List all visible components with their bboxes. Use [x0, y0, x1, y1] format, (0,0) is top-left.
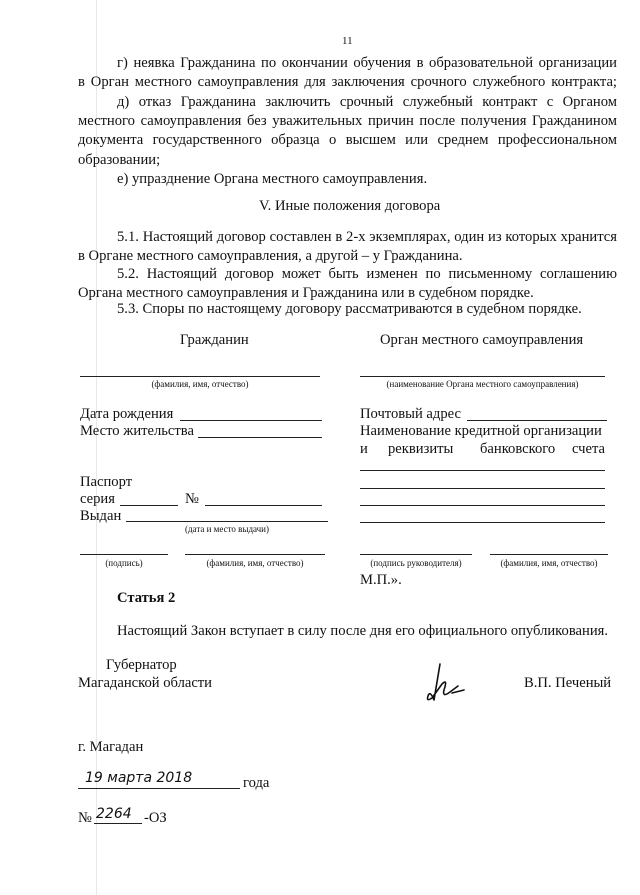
- issued-line: [126, 521, 328, 522]
- citizen-sign-name-line: [185, 554, 325, 555]
- number-line: [94, 823, 142, 824]
- address-line: [467, 420, 607, 421]
- number-suffix: -ОЗ: [144, 810, 167, 826]
- bank-line: [360, 505, 605, 506]
- section-item: в Органе местного самоуправления, а другой – у Гражданина.: [78, 248, 463, 264]
- residence-line: [198, 437, 322, 438]
- address-label: Почтовый адрес: [360, 406, 461, 422]
- clause-line: документа государственного образца о высшем или среднем профессиональном: [78, 132, 617, 148]
- residence-label: Место жительства: [80, 423, 194, 439]
- bank-label-word: и: [360, 441, 368, 457]
- clause-line: местного самоуправления без уважительных причин после получения Гражданином: [78, 113, 617, 129]
- authority-name-caption: (наименование Органа местного самоуправления): [386, 379, 579, 389]
- bank-label-word: реквизиты: [388, 441, 454, 457]
- number-label: №: [185, 491, 199, 507]
- section-title: V. Иные положения договора: [259, 198, 441, 214]
- number-handwritten: 2264: [96, 806, 132, 822]
- authority-sign-caption: (подпись руководителя): [370, 558, 462, 568]
- authority-sign-line: [360, 554, 472, 555]
- bank-label-word: счета: [572, 441, 606, 457]
- series-label: серия: [80, 491, 115, 507]
- birth-date-line: [180, 420, 322, 421]
- bank-label: Наименование кредитной организации: [360, 423, 602, 439]
- authority-sign-name-line: [490, 554, 608, 555]
- citizen-name-line: [80, 376, 320, 377]
- section-item: 5.1. Настоящий договор составлен в 2-х экземплярах, один из которых хранится: [117, 229, 617, 245]
- date-handwritten: 19 марта 2018: [85, 770, 193, 786]
- passport-label: Паспорт: [80, 474, 133, 490]
- clause-line: е) упразднение Органа местного самоуправления.: [117, 171, 428, 187]
- citizen-sign-line: [80, 554, 168, 555]
- clause-line: д) отказ Гражданина заключить срочный служебный контракт с Органом: [117, 94, 617, 110]
- governor-name: В.П. Печеный: [524, 675, 612, 691]
- bank-label-word: банковского: [480, 441, 556, 457]
- authority-header: Орган местного самоуправления: [380, 332, 584, 348]
- governor-title: Губернатор: [106, 657, 177, 673]
- bank-line: [360, 470, 605, 471]
- number-prefix: №: [78, 810, 92, 826]
- authority-sign-name-caption: (фамилия, имя, отчество): [500, 558, 598, 568]
- governor-title: Магаданской области: [78, 675, 212, 691]
- citizen-sign-caption: (подпись): [105, 558, 143, 568]
- series-line: [120, 505, 178, 506]
- article-title: Статья 2: [117, 590, 176, 606]
- stamp-mark: М.П.».: [360, 572, 402, 588]
- issued-caption: (дата и место выдачи): [184, 524, 269, 534]
- birth-date-label: Дата рождения: [80, 406, 174, 422]
- citizen-sign-name-caption: (фамилия, имя, отчество): [206, 558, 304, 568]
- citizen-name-caption: (фамилия, имя, отчество): [151, 379, 249, 389]
- passport-number-line: [205, 505, 322, 506]
- clause-line: образовании;: [78, 152, 161, 168]
- section-item: 5.2. Настоящий договор может быть изменен по письменному соглашению: [117, 266, 617, 282]
- governor-signature: [420, 660, 470, 705]
- section-item: Органа местного самоуправления и Гражданина или в судебном порядке.: [78, 285, 534, 301]
- date-line: [78, 788, 240, 789]
- bank-line: [360, 522, 605, 523]
- citizen-header: Гражданин: [180, 332, 249, 348]
- section-item: 5.3. Споры по настоящему договору рассматриваются в судебном порядке.: [117, 301, 582, 317]
- bank-line: [360, 488, 605, 489]
- date-suffix: года: [243, 775, 270, 791]
- clause-line: в Орган местного самоуправления для заключения срочного служебного контракта;: [78, 74, 617, 90]
- clause-line: г) неявка Гражданина по окончании обучения в образовательной организации: [117, 55, 617, 71]
- issued-label: Выдан: [80, 508, 122, 524]
- page-number: 11: [342, 35, 353, 47]
- authority-name-line: [360, 376, 605, 377]
- article-text: Настоящий Закон вступает в силу после дня его официального опубликования.: [117, 623, 608, 639]
- city: г. Магадан: [78, 739, 144, 755]
